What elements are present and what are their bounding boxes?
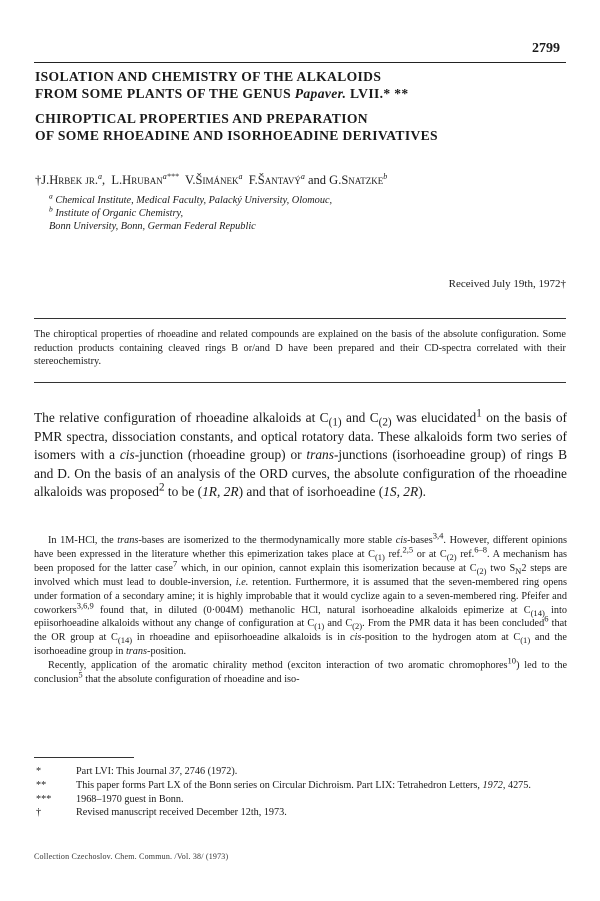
affiliations	[49, 191, 569, 233]
body-paragraph-2: Recently, application of the aromatic chirality method (exciton interaction of two aromatic chromophores$^{10}$) led to the conclusion$^5$ that the absolute configuration of rhoeadine and iso-	[34, 655, 567, 686]
title-line-3: CHIROPTICAL PROPERTIES AND PREPARATION	[35, 111, 368, 126]
journal-footer: Collection Czechoslov. Chem. Commun. /Vol. 38/ (1973)	[34, 852, 229, 861]
body-paragraph-1: In 1M-HCl, the trans-bases are isomerized to the thermodynamically more stable cis-bases$^{3,4}$. However, different opinions have been expressed in the literature whether this epimerization takes place at $C_{(1)}$ ref.$^{2,5}$ or at $C_{(2)}$ ref.$^{6-8}$. A mechanism has been proposed for the latter case$^7$ which, in our opinion, cannot explain this isomerization because at $C_{(2)}$ two $S_N2$ steps are involved which must lead to double-inversion, i.e. retention. Furthermore, it is assumed that the seven-membered ring opens under formation of a secondary amine; it is highly improbable that it would cyclize again to a seven-membered ring. Pfeifer and coworkers$^{3,6,9}$ found that, in diluted (0·004M) methanolic HCl, natural isorhoeadine alkaloids epimerize at $C_{(14)}$ into epiisorhoeadine alkaloids without any change of configuration at $C_{(1)}$ and $C_{(2)}$. From the PMR data it has been concluded$^6$ that the OR group at $C_{(14)}$ in rhoeadine and epiisorhoeadine alkaloids is in cis-position to the hydrogen atom at $C_{(1)}$ and the isorhoeadine group in trans-position.	[34, 530, 568, 658]
intro-paragraph: The relative configuration of rhoeadine alkaloids at $C_{(1)}$ and $C_{(2)}$ was elucidated$^1$ on the basis of PMR spectra, dissociation constants, and optical rotatory data. These alkaloids form two series of isomers with a cis-junction (rhoeadine group) or trans-junctions (isorhoeadine group) of rings B and D. On the basis of an analysis of the ORD curves, the absolute configuration of the rhoeadine alkaloids was proposed$^2$ to be (1R, 2R) and that of isorhoeadine (1S, 2R).	[34, 407, 568, 500]
article-title	[35, 68, 565, 144]
header-rule	[34, 62, 566, 63]
title-line-2: FROM SOME PLANTS OF THE GENUS Papaver. LVII.* **	[35, 86, 409, 101]
received-date: Received July 19th, 1972†	[448, 278, 566, 290]
affiliation-b: $^b$ Institute of Organic Chemistry,	[49, 204, 184, 219]
body-text	[34, 530, 568, 687]
author-2: L.Hruban	[111, 173, 163, 187]
footnote-1: * Part LVI: This Journal 37, 2746 (1972).	[36, 766, 238, 777]
author-list: †J.Hrbek jr.$^a$, L.Hruban$^{a***}$ V.Šimánek$^a$ F.Šantavý$^a$ and G.Snatzke$^b$	[35, 171, 388, 187]
affiliation-a: $^a$ Chemical Institute, Medical Faculty, Palacký University, Olomouc,	[49, 191, 333, 206]
footnotes	[34, 765, 567, 820]
title-line-4: OF SOME RHOEADINE AND ISORHOEADINE DERIVATIVES	[35, 128, 438, 143]
affiliation-b-line2: Bonn University, Bonn, German Federal Republic	[49, 221, 256, 232]
abstract-rule-bottom	[34, 382, 566, 383]
author-1: †J.Hrbek jr.	[35, 173, 99, 187]
footnote-rule	[34, 757, 134, 758]
genus-name: Papaver.	[294, 86, 347, 101]
author-3: V.Šimánek	[184, 173, 239, 187]
footnote-4: † Revised manuscript received December 12th, 1973.	[36, 807, 287, 819]
author-4: F.Šantavý	[248, 173, 301, 187]
title-line-1: ISOLATION AND CHEMISTRY OF THE ALKALOIDS	[35, 69, 382, 84]
abstract-rule-top	[34, 318, 566, 319]
page-number: 2799	[532, 41, 560, 56]
author-5: G.Snatzke	[329, 173, 384, 187]
abstract: The chiroptical properties of rhoeadine and related compounds are explained on the basis of the absolute configuration. Some reduction products containing cleaved rings B or/and D have been prepared and their CD-spectra correlated with their stereochemistry.	[34, 329, 566, 367]
footnote-2: ** This paper forms Part LX of the Bonn series on Circular Dichroism. Part LIX: Tetrahedron Letters, 1972, 4275.	[36, 779, 531, 791]
footnote-3: *** 1968–1970 guest in Bonn.	[36, 793, 184, 805]
